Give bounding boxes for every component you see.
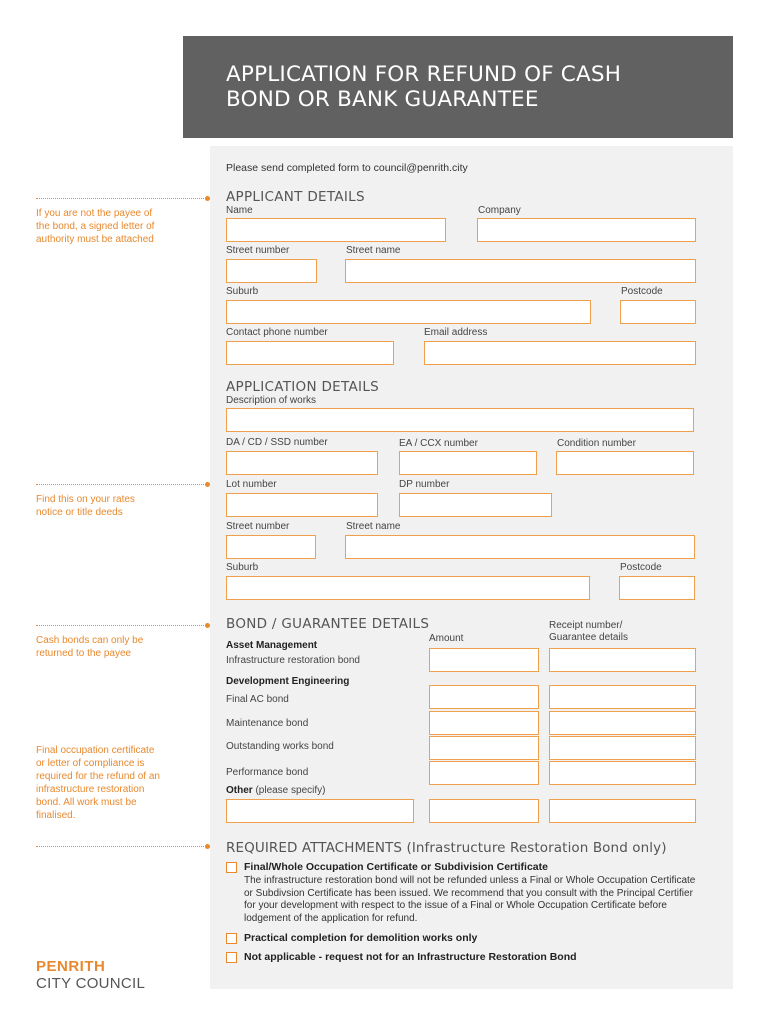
condition-number-field[interactable] <box>556 451 694 475</box>
title-line-2: BOND OR BANK GUARANTEE <box>226 87 539 112</box>
site-postcode-label: Postcode <box>620 562 662 573</box>
maintenance-bond-receipt-field[interactable] <box>549 711 696 735</box>
street-number-label: Street number <box>226 245 290 256</box>
bond-details-heading: BOND / GUARANTEE DETAILS <box>226 616 430 632</box>
street-name-label: Street name <box>346 245 401 256</box>
intro-text: Please send completed form to council@penrith.city <box>226 162 468 174</box>
note-payee: If you are not the payee of the bond, a signed letter of authority must be attached <box>36 208 155 245</box>
da-number-field[interactable] <box>226 451 378 475</box>
page-title <box>226 62 726 112</box>
note-cash: Cash bonds can only be returned to the payee <box>36 635 144 659</box>
other-receipt-field[interactable] <box>549 799 696 823</box>
company-label: Company <box>478 205 521 216</box>
final-ac-bond-receipt-field[interactable] <box>549 685 696 709</box>
site-street-name-label: Street name <box>346 521 401 532</box>
name-field[interactable] <box>226 218 446 242</box>
site-postcode-field[interactable] <box>619 576 695 600</box>
street-name-field[interactable] <box>345 259 696 283</box>
occupation-certificate-title: Final/Whole Occupation Certificate or Subdivision Certificate <box>244 861 548 873</box>
required-attachments-heading: REQUIRED ATTACHMENTS (Infrastructure Restoration Bond only) <box>226 840 667 856</box>
final-ac-bond-amount-field[interactable] <box>429 685 539 709</box>
occupation-certificate-checkbox[interactable] <box>226 862 237 873</box>
postcode-label: Postcode <box>621 286 663 297</box>
lot-number-field[interactable] <box>226 493 378 517</box>
phone-field[interactable] <box>226 341 394 365</box>
council-logo-line-2: CITY COUNCIL <box>36 975 146 992</box>
leader-line-payee <box>36 198 206 199</box>
street-number-field[interactable] <box>226 259 317 283</box>
asset-management-label: Asset Management <box>226 640 318 651</box>
site-street-name-field[interactable] <box>345 535 695 559</box>
postcode-field[interactable] <box>620 300 696 324</box>
maintenance-bond-label: Maintenance bond <box>226 718 309 729</box>
suburb-label: Suburb <box>226 286 259 297</box>
leader-line-occupation <box>36 846 206 847</box>
leader-line-rates <box>36 484 206 485</box>
demolition-completion-checkbox[interactable] <box>226 933 237 944</box>
outstanding-works-bond-label: Outstanding works bond <box>226 741 334 752</box>
description-label: Description of works <box>226 395 317 406</box>
name-label: Name <box>226 205 253 216</box>
council-logo-line-1: PENRITH <box>36 958 106 975</box>
other-specify-field[interactable] <box>226 799 414 823</box>
phone-label: Contact phone number <box>226 327 328 338</box>
description-field[interactable] <box>226 408 694 432</box>
leader-dot-rates <box>205 482 210 487</box>
performance-bond-receipt-field[interactable] <box>549 761 696 785</box>
performance-bond-label: Performance bond <box>226 767 309 778</box>
final-ac-bond-label: Final AC bond <box>226 694 289 705</box>
amount-label: Amount <box>429 633 464 644</box>
site-street-number-field[interactable] <box>226 535 316 559</box>
leader-line-cash <box>36 625 206 626</box>
development-engineering-label: Development Engineering <box>226 676 350 687</box>
infrastructure-bond-amount-field[interactable] <box>429 648 539 672</box>
email-field[interactable] <box>424 341 696 365</box>
other-label-spec: (please specify) <box>252 785 326 796</box>
not-applicable-title: Not applicable - request not for an Infrastructure Restoration Bond <box>244 951 577 963</box>
site-suburb-field[interactable] <box>226 576 590 600</box>
ea-number-field[interactable] <box>399 451 537 475</box>
suburb-field[interactable] <box>226 300 591 324</box>
outstanding-works-bond-amount-field[interactable] <box>429 736 539 760</box>
demolition-completion-title: Practical completion for demolition works only <box>244 932 478 944</box>
not-applicable-checkbox[interactable] <box>226 952 237 963</box>
occupation-certificate-description: The infrastructure restoration bond will not be refunded unless a Final or Whole Occupation Certificate or Subdivsion Certificate has been issued. We recommend that you consult with the Principal Certifier for your development with respect to the issue of a Final or Whole Occupation Certificate before lodgement of the application for refund. <box>244 875 696 924</box>
note-rates: Find this on your rates notice or title deeds <box>36 494 135 518</box>
receipt-label-line-1: Receipt number/ <box>549 620 623 631</box>
application-details-heading: APPLICATION DETAILS <box>226 379 380 395</box>
receipt-label <box>549 620 628 644</box>
other-label <box>226 785 325 796</box>
infrastructure-bond-receipt-field[interactable] <box>549 648 696 672</box>
leader-dot-occupation <box>205 844 210 849</box>
site-street-number-label: Street number <box>226 521 290 532</box>
leader-dot-cash <box>205 623 210 628</box>
receipt-label-line-2: Guarantee details <box>549 632 628 643</box>
other-label-bold: Other <box>226 785 253 796</box>
da-number-label: DA / CD / SSD number <box>226 437 328 448</box>
company-field[interactable] <box>477 218 696 242</box>
leader-dot-payee <box>205 196 210 201</box>
performance-bond-amount-field[interactable] <box>429 761 539 785</box>
dp-number-field[interactable] <box>399 493 552 517</box>
other-amount-field[interactable] <box>429 799 539 823</box>
site-suburb-label: Suburb <box>226 562 259 573</box>
condition-number-label: Condition number <box>557 438 636 449</box>
note-occupation: Final occupation certificate or letter of compliance is required for the refund of an infrastructure restoration bond. All work must be finalised. <box>36 745 160 821</box>
infrastructure-bond-label: Infrastructure restoration bond <box>226 655 360 666</box>
applicant-details-heading: APPLICANT DETAILS <box>226 189 365 205</box>
outstanding-works-bond-receipt-field[interactable] <box>549 736 696 760</box>
maintenance-bond-amount-field[interactable] <box>429 711 539 735</box>
dp-number-label: DP number <box>399 479 450 490</box>
email-label: Email address <box>424 327 488 338</box>
ea-number-label: EA / CCX number <box>399 438 478 449</box>
lot-number-label: Lot number <box>226 479 277 490</box>
title-line-1: APPLICATION FOR REFUND OF CASH <box>226 62 622 87</box>
